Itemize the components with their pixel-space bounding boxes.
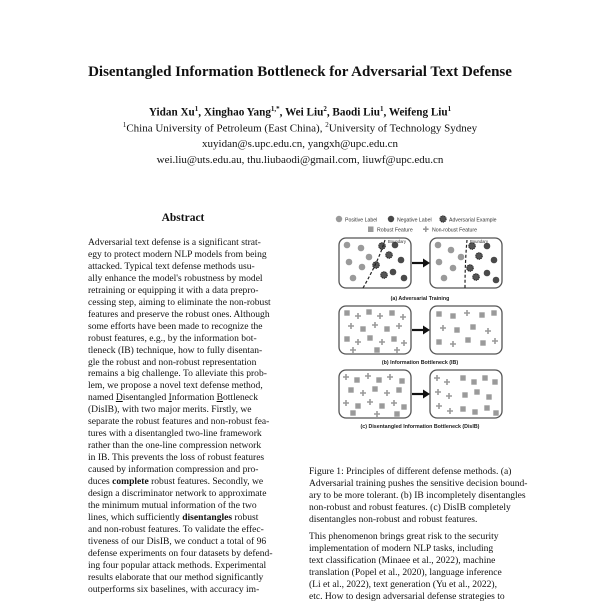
- robust-feature-square: [465, 337, 470, 342]
- negative-label-dot: [484, 270, 491, 277]
- body-line: implementation of modern NLP tasks, including: [309, 542, 494, 554]
- nonrobust-feature-plus: [446, 393, 452, 399]
- abstract-line-disentangles: lines, which sufficiently disentangles robust: [88, 511, 259, 523]
- robust-feature-square: [486, 394, 491, 399]
- abstract-line: design a discriminator network to approximate: [88, 488, 267, 500]
- positive-label-legend-icon: [336, 216, 342, 222]
- arrow-head-icon: [423, 259, 430, 268]
- adversarial-example-dot: [467, 265, 474, 272]
- robust-feature-square: [436, 339, 441, 344]
- positive-label-dot: [344, 242, 351, 249]
- abstract-line: attacked. Typical text defense methods usu-: [88, 260, 255, 272]
- abstract-line: lem, we propose a novel text defense method,: [88, 380, 263, 392]
- robust-feature-square: [482, 375, 487, 380]
- negative-label-legend-icon: [388, 216, 394, 222]
- legend-nonrobust-text: Non-robust Feature: [432, 227, 477, 234]
- robust-feature-square: [348, 387, 353, 392]
- abstract-line: some efforts have been made to recognize the: [88, 320, 263, 332]
- panel-box: [339, 370, 411, 418]
- robust-feature-square: [480, 340, 485, 345]
- nonrobust-feature-plus: [379, 339, 385, 345]
- abstract-line: Adversarial text defense is a significant strat-: [88, 237, 261, 248]
- positive-label-dot: [435, 242, 442, 249]
- robust-feature-square: [360, 326, 365, 331]
- nonrobust-feature-plus: [450, 341, 456, 347]
- positive-label-dot: [350, 275, 357, 282]
- nonrobust-feature-plus: [348, 323, 354, 329]
- nonrobust-feature-plus: [365, 373, 371, 379]
- nonrobust-feature-plus: [355, 313, 361, 319]
- robust-feature-square: [376, 377, 381, 382]
- robust-feature-square: [472, 409, 477, 414]
- legend-negative-text: Negative Label: [397, 217, 432, 224]
- robust-feature-square: [374, 347, 379, 352]
- abstract-line: and non-robust features. To validate the effec-: [88, 523, 264, 535]
- legend-robust-text: Robust Feature: [377, 227, 413, 234]
- abstract-line: ing four popular attack methods. Experimental: [88, 559, 267, 571]
- positive-label-dot: [441, 275, 448, 282]
- positive-label-dot: [450, 265, 457, 272]
- robust-feature-square: [344, 336, 349, 341]
- author-name: Yidan Xu: [148, 106, 195, 119]
- robust-feature-square: [394, 411, 399, 416]
- nonrobust-feature-plus: [372, 322, 378, 328]
- abstract-line: cessing step, aiming to eliminate the non-robust: [88, 296, 271, 308]
- robust-feature-square: [484, 405, 489, 410]
- body-line: translation (Popel et al., 2020), language inference: [309, 566, 502, 578]
- robust-feature-square: [379, 403, 384, 408]
- positive-label-dot: [359, 264, 366, 271]
- abstract-line-complete: duces complete robust features. Secondly, we: [88, 476, 264, 488]
- figure-1: [327, 212, 513, 460]
- caption-line: Figure 1: Principles of different defense methods. (a): [309, 466, 512, 477]
- nonrobust-feature-plus: [387, 374, 393, 380]
- nonrobust-feature-plus: [492, 338, 498, 344]
- nonrobust-feature-plus: [435, 389, 441, 395]
- abstract-body: [88, 237, 282, 596]
- author-name: Weifeng Liu: [388, 106, 448, 119]
- robust-feature-square: [399, 378, 404, 383]
- author-name: Baodi Liu: [332, 106, 380, 119]
- adversarial-example-dot: [473, 274, 480, 281]
- abstract-line: features and preserve the robust ones. Although: [88, 308, 270, 320]
- caption-line: ary to be more tolerant. (b) IB incompletely disentangles: [309, 489, 526, 501]
- boundary-label: Boundary: [388, 239, 406, 244]
- email-line: xuyidan@s.upc.edu.cn, yangxh@upc.edu.cn: [202, 138, 398, 150]
- robust-feature-square: [391, 336, 396, 341]
- panel-information-bottleneck: [339, 306, 502, 354]
- negative-label-dot: [493, 277, 500, 284]
- nonrobust-feature-plus: [355, 339, 361, 345]
- abstract-line: tiveness of our DisIB, we conduct a total of 96: [88, 535, 267, 547]
- adversarial-example-legend-icon: [440, 216, 446, 222]
- body-line: text classification (Minaee et al., 2022), machine: [309, 554, 496, 566]
- caption-line: non-robust and robust features. (c) DisIB completely: [309, 501, 511, 513]
- abstract-line: (DisIB), with two major merits. Firstly, we: [88, 404, 252, 416]
- abstract-line: remains a big challenge. To alleviate this prob-: [88, 368, 267, 380]
- abstract-line: retraining or equipping it with a data prepro-: [88, 284, 259, 296]
- decision-boundary-line: [465, 240, 467, 288]
- robust-feature-square: [367, 335, 372, 340]
- robust-feature-square: [350, 410, 355, 415]
- abstract-line: ally enhance the model's robustness by model: [88, 272, 263, 284]
- nonrobust-feature-plus: [374, 411, 380, 417]
- abstract-heading: Abstract: [161, 212, 205, 224]
- negative-label-dot: [401, 275, 408, 282]
- robust-feature-square: [474, 389, 479, 394]
- panel-b-label: (b) Information Bottleneck (IB): [381, 360, 459, 366]
- nonrobust-feature-plus: [377, 313, 383, 319]
- nonrobust-feature-plus: [440, 325, 446, 331]
- legend: [336, 216, 497, 234]
- nonrobust-feature-plus: [400, 314, 406, 320]
- robust-feature-square: [354, 377, 359, 382]
- legend-adversarial-text: Adversarial Example: [449, 217, 497, 224]
- nonrobust-feature-plus: [434, 375, 440, 381]
- robust-feature-square: [471, 379, 476, 384]
- abstract-line: tleneck (IB) technique, how to fully disentan-: [88, 344, 263, 356]
- panel-a-label: (a) Adversarial Training: [390, 296, 450, 302]
- boundary-label: Boundary: [470, 239, 488, 244]
- body-line: (Li et al., 2022), text generation (Yu et al., 2022),: [309, 578, 497, 590]
- nonrobust-feature-plus: [394, 347, 400, 353]
- robust-feature-square: [470, 324, 475, 329]
- abstract-line: egy to protect modern NLP models from being: [88, 248, 267, 260]
- adversarial-example-dot: [386, 252, 393, 259]
- nonrobust-feature-plus: [444, 379, 450, 385]
- panel-c-label: (c) Disentangled Information Bottleneck (DisIB): [360, 424, 480, 430]
- arrow-head-icon: [423, 390, 430, 399]
- robust-feature-square: [460, 375, 465, 380]
- abstract-line: gle the robust and non-robust representation: [88, 356, 257, 368]
- positive-label-dot: [346, 259, 353, 266]
- arrow-head-icon: [423, 326, 430, 335]
- panel-box: [339, 306, 411, 354]
- robust-feature-square: [460, 406, 465, 411]
- nonrobust-feature-plus: [350, 347, 356, 353]
- positive-label-dot: [448, 247, 455, 254]
- robust-feature-square: [396, 387, 401, 392]
- figure-caption: [309, 466, 531, 526]
- author-list: Yidan Xu$^1$, Xinghao Yang$^{1,*}$, Wei Liu$^2$, Baodi Liu$^1$, Weifeng Liu$^1$: [148, 105, 452, 119]
- robust-feature-square: [491, 310, 496, 315]
- robust-feature-square: [479, 312, 484, 317]
- nonrobust-feature-plus: [401, 340, 407, 346]
- abstract-line: outperforms six baselines, with accuracy im-: [88, 583, 260, 595]
- adversarial-example-dot: [381, 272, 388, 279]
- body-line: etc. How to design adversarial defense strategies to: [309, 590, 505, 602]
- robust-feature-square: [384, 326, 389, 331]
- abstract-line: tures with a disentangled two-line framework: [88, 428, 262, 440]
- abstract-line: caused by information compression and pro-: [88, 464, 259, 476]
- nonrobust-feature-plus: [396, 323, 402, 329]
- abstract-line: rather than the one-line compression network: [88, 440, 262, 452]
- robust-feature-square: [462, 392, 467, 397]
- robust-feature-square: [372, 386, 377, 391]
- nonrobust-feature-legend-icon: [423, 226, 429, 232]
- robust-feature-square: [436, 311, 441, 316]
- robust-feature-square: [401, 404, 406, 409]
- nonrobust-feature-plus: [360, 390, 366, 396]
- nonrobust-feature-plus: [367, 399, 373, 405]
- positive-label-dot: [366, 254, 373, 261]
- robust-feature-square: [366, 309, 371, 314]
- abstract-line: defense experiments on four datasets by defend-: [88, 547, 273, 559]
- body-line: This phenomenon brings great risk to the security: [309, 531, 499, 542]
- positive-label-dot: [458, 254, 465, 261]
- caption-line: Adversarial training pushes the sensitive decision bound-: [309, 477, 528, 489]
- panel-disib: [339, 370, 502, 418]
- nonrobust-feature-plus: [464, 310, 470, 316]
- robust-feature-legend-icon: [368, 227, 374, 233]
- robust-feature-square: [492, 379, 497, 384]
- positive-label-dot: [436, 259, 443, 266]
- adversarial-example-dot: [379, 243, 386, 250]
- body-text-right: [309, 531, 531, 602]
- panel-adversarial-training: [339, 238, 502, 288]
- abstract-line: results elaborate that our method significantly: [88, 571, 264, 583]
- negative-label-dot: [491, 257, 498, 264]
- nonrobust-feature-plus: [447, 408, 453, 414]
- negative-label-dot: [390, 269, 397, 276]
- nonrobust-feature-plus: [391, 400, 397, 406]
- affiliation-line: $^1$China University of Petroleum (East China), $^2$University of Technology Sydney: [122, 121, 478, 135]
- nonrobust-feature-plus: [343, 400, 349, 406]
- author-name: Xinghao Yang: [203, 106, 271, 119]
- robust-feature-square: [493, 410, 498, 415]
- abstract-line: robust features, e.g., by the information bot-: [88, 332, 257, 344]
- abstract-line: the minimum mutual information of the two: [88, 499, 257, 511]
- figure-1-diagram: [327, 212, 513, 460]
- adversarial-example-dot: [476, 253, 483, 260]
- robust-feature-square: [389, 310, 394, 315]
- nonrobust-feature-plus: [384, 390, 390, 396]
- robust-feature-square: [344, 310, 349, 315]
- robust-feature-square: [450, 313, 455, 318]
- adversarial-example-dot: [373, 262, 380, 269]
- nonrobust-feature-plus: [343, 374, 349, 380]
- legend-positive-text: Positive Label: [345, 217, 378, 224]
- paper-title: Disentangled Information Bottleneck for Adversarial Text Defense: [88, 64, 512, 80]
- abstract-line-named: named Disentangled Information Bottleneck: [88, 392, 258, 404]
- nonrobust-feature-plus: [436, 403, 442, 409]
- abstract-line: in IB. This prevents the loss of robust features: [88, 452, 265, 464]
- author-name: Wei Liu: [285, 106, 324, 119]
- caption-line: disentangles non-robust and robust features.: [309, 513, 478, 525]
- email-line: wei.liu@uts.edu.au, thu.liubaodi@gmail.com, liuwf@upc.edu.cn: [156, 154, 444, 166]
- robust-feature-square: [454, 327, 459, 332]
- nonrobust-feature-plus: [485, 328, 491, 334]
- positive-label-dot: [358, 245, 365, 252]
- abstract-line: separate the robust features and non-robust fea-: [88, 416, 270, 428]
- negative-label-dot: [398, 257, 405, 264]
- robust-feature-square: [355, 403, 360, 408]
